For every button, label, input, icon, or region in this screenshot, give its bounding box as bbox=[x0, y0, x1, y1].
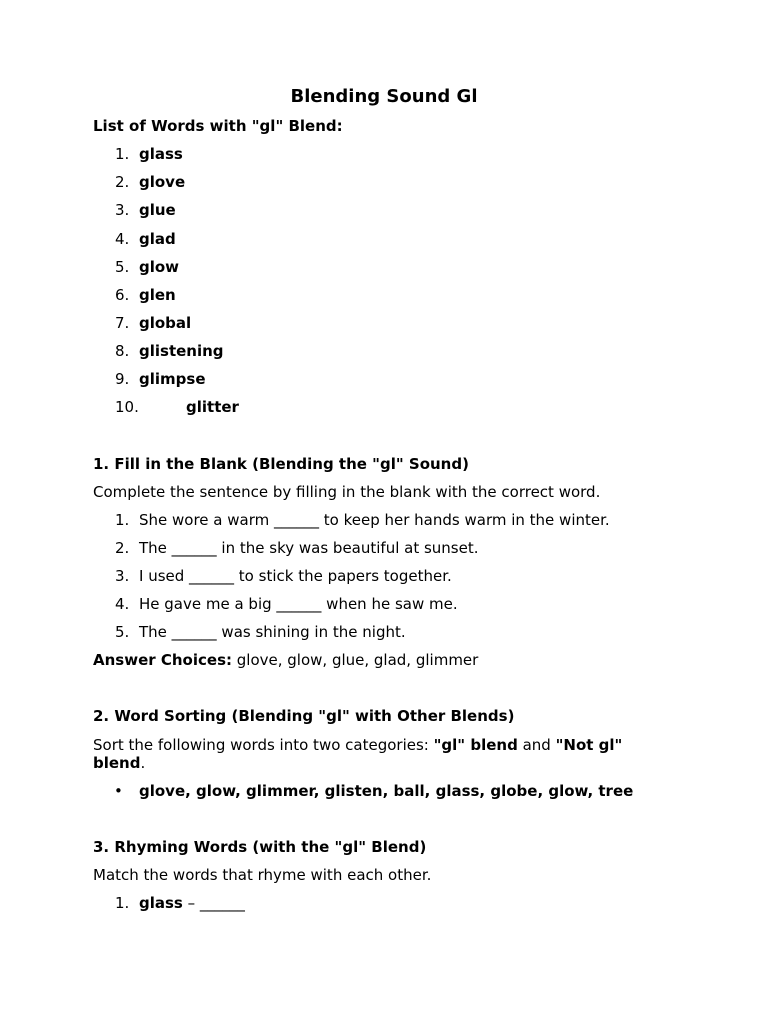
list-word: glad bbox=[139, 230, 176, 248]
sentence-text: She wore a warm ______ to keep her hands warm in the winter. bbox=[139, 511, 610, 529]
list-number: 3. bbox=[115, 201, 130, 219]
list-word: glitter bbox=[186, 398, 239, 416]
list-word: glimpse bbox=[139, 370, 206, 388]
list-word: glass bbox=[139, 145, 183, 163]
answer-choices bbox=[93, 651, 478, 670]
list-number: 5. bbox=[115, 623, 130, 641]
list-word: glistening bbox=[139, 342, 224, 360]
list-word: global bbox=[139, 314, 192, 332]
list-number: 2. bbox=[115, 173, 130, 191]
sentence-text: He gave me a big ______ when he saw me. bbox=[139, 595, 458, 613]
instructions-text: Sort the following words into two categories: bbox=[93, 736, 434, 754]
sorting-words: glove, glow, glimmer, glisten, ball, glass, globe, glow, tree bbox=[139, 782, 634, 800]
bullet-icon: • bbox=[114, 782, 123, 800]
list-number: 3. bbox=[115, 567, 130, 585]
section-2-instructions bbox=[93, 736, 653, 772]
section-2-heading: 2. Word Sorting (Blending "gl" with Other Blends) bbox=[93, 707, 515, 725]
list-number: 7. bbox=[115, 314, 130, 332]
sentence-text: The ______ was shining in the night. bbox=[139, 623, 406, 641]
list-number: 8. bbox=[115, 342, 130, 360]
category-gl-blend: "gl" blend bbox=[433, 736, 518, 754]
list-number: 4. bbox=[115, 230, 130, 248]
list-word: glue bbox=[139, 201, 176, 219]
list-word: glen bbox=[139, 286, 176, 304]
rhyme-blank: – ______ bbox=[182, 894, 245, 912]
list-number: 1. bbox=[115, 511, 130, 529]
section-1-heading: 1. Fill in the Blank (Blending the "gl" Sound) bbox=[93, 455, 469, 473]
list-number: 10. bbox=[115, 398, 139, 416]
rhyme-item bbox=[139, 894, 245, 913]
list-number: 9. bbox=[115, 370, 130, 388]
list-number: 6. bbox=[115, 286, 130, 304]
category-not-gl-blend: "Not gl" blend bbox=[93, 736, 623, 772]
list-number: 4. bbox=[115, 595, 130, 613]
rhyme-word: glass bbox=[139, 894, 183, 912]
sentence-text: The ______ in the sky was beautiful at sunset. bbox=[139, 539, 479, 557]
list-number: 1. bbox=[115, 894, 130, 912]
list-number: 5. bbox=[115, 258, 130, 276]
instructions-and: and bbox=[517, 736, 556, 754]
list-word: glow bbox=[139, 258, 180, 276]
answer-choices-text: glove, glow, glue, glad, glimmer bbox=[232, 651, 479, 669]
section-3-instructions: Match the words that rhyme with each other. bbox=[93, 866, 432, 884]
sentence-text: I used ______ to stick the papers together. bbox=[139, 567, 452, 585]
answer-choices-label: Answer Choices: bbox=[93, 651, 232, 669]
section-1-instructions: Complete the sentence by filling in the blank with the correct word. bbox=[93, 483, 601, 501]
list-number: 1. bbox=[115, 145, 130, 163]
list-word: glove bbox=[139, 173, 186, 191]
word-list-heading: List of Words with "gl" Blend: bbox=[93, 117, 343, 135]
section-3-heading: 3. Rhyming Words (with the "gl" Blend) bbox=[93, 838, 427, 856]
page-title: Blending Sound Gl bbox=[290, 86, 478, 107]
list-number: 2. bbox=[115, 539, 130, 557]
instructions-end: . bbox=[140, 754, 146, 772]
